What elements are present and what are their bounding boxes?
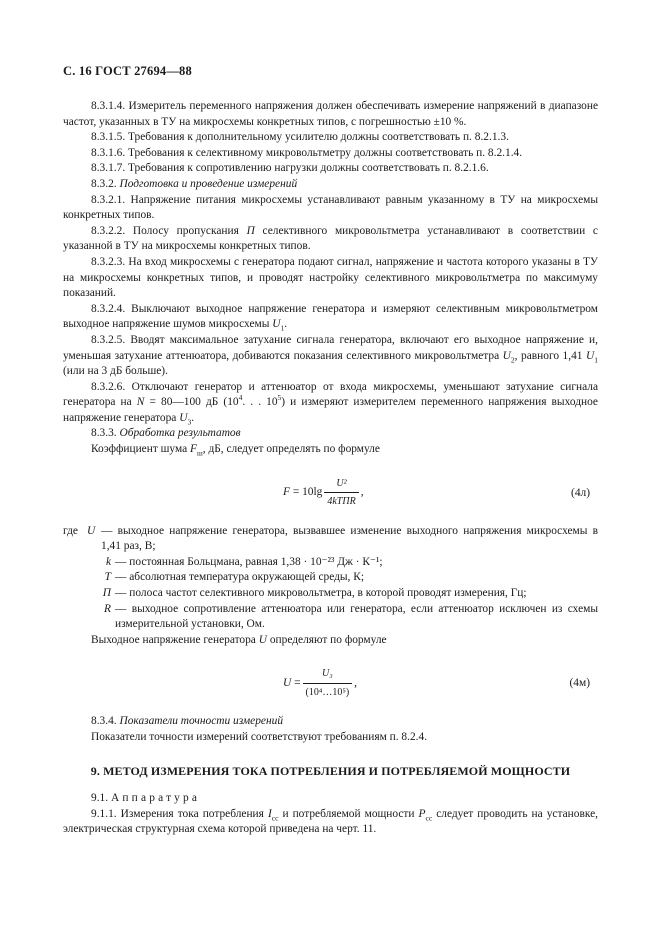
text-run: ) и измеряют измерителем переменного напряжения выходное напряжение генератора <box>63 396 598 424</box>
fraction <box>324 476 358 510</box>
para-8-3-4-heading <box>63 714 598 730</box>
def-symbol: R <box>104 602 111 615</box>
symbol: F <box>190 443 197 456</box>
superscript: 5 <box>277 393 282 403</box>
fraction-denominator: 4kTПR <box>324 492 358 510</box>
text-run: 8.3.2.2. Полосу пропускания <box>91 224 239 237</box>
text-run: 8.3.2.4. Выключают выходное напряжение генератора и измеряют селективным микровольтметром выходное напряжение шумов микросхемы <box>63 302 598 331</box>
para-8-3-1-5: 8.3.1.5. Требования к дополнительному усилителю должны соответствовать п. 8.2.1.3. <box>91 131 509 144</box>
formula-lhs: F <box>283 485 290 498</box>
text-run: = 80—100 дБ (10 <box>149 396 239 409</box>
symbol: I <box>267 807 272 820</box>
formula-body <box>283 666 357 700</box>
symbol: N <box>136 396 145 409</box>
subscript: 3 <box>187 417 192 427</box>
fraction-denominator: (10⁴…10⁵) <box>303 683 353 701</box>
fraction <box>303 666 353 700</box>
text-run: и потребляемой мощности <box>282 807 415 820</box>
definition-item <box>63 602 598 633</box>
text-run: , дБ, следует определять по формуле <box>202 443 380 456</box>
def-symbol: k <box>105 555 111 568</box>
para-8-3-2-heading <box>63 177 598 193</box>
def-symbol: П <box>102 587 111 600</box>
formula-4m <box>63 662 598 702</box>
equation-number: (4м) <box>569 677 590 690</box>
symbol: P <box>418 807 426 820</box>
para-8-3-2-5 <box>63 333 598 380</box>
heading-number: 8.3.3. <box>91 427 117 440</box>
subscript: cc <box>271 813 279 823</box>
symbol: П <box>246 224 255 237</box>
para-8-3-1-7: 8.3.1.7. Требования к сопротивлению нагрузки должны соответствовать п. 8.2.1.6. <box>91 162 489 175</box>
para-accuracy: Показатели точности измерений соответствуют требованиям п. 8.2.4. <box>91 731 428 743</box>
superscript: 4 <box>238 393 243 403</box>
text-run: 9.1.1. Измерения тока потребления <box>91 807 264 820</box>
para-8-3-3-heading <box>63 426 598 442</box>
text-run: следует проводить на установке, электрическая структурная схема которой приведена на черт. 11. <box>63 807 598 836</box>
def-text: — выходное напряжение генератора, вызвавшее изменение выходного напряжения микросхемы в 1,41 раз, В; <box>101 524 598 553</box>
heading-title: Подготовка и проведение измерений <box>119 177 298 190</box>
definition-item <box>63 555 598 571</box>
formula-tail: , <box>360 485 364 498</box>
para-8-3-2-2 <box>63 224 598 255</box>
formula-eq: = 10lg <box>292 485 323 498</box>
symbol: U <box>502 349 511 362</box>
text-run: селективного микровольтметра устанавливают в соответствии с указанной в ТУ на микросхемы конкретных типов. <box>63 224 598 253</box>
heading-title: Показатели точности измерений <box>119 715 284 728</box>
def-symbol: T <box>104 571 111 584</box>
formula-eq: = <box>294 676 301 689</box>
text-run: . . . 10 <box>242 396 278 409</box>
definition-item <box>63 586 598 602</box>
page-header: С. 16 ГОСТ 27694—88 <box>63 64 192 78</box>
para-8-3-1-6: 8.3.1.6. Требования к селективному микровольтметру должны соответствовать п. 8.2.1.4. <box>91 146 523 159</box>
definition-item <box>63 570 598 586</box>
page-content <box>63 99 598 838</box>
definitions-list <box>63 524 598 633</box>
para-8-3-1-4: 8.3.1.4. Измеритель переменного напряжения должен обеспечивать измерение напряжений в диапазоне частот, указанных в ТУ на микросхемы конкретных типов, с погрешностью ±10 %. <box>63 100 598 128</box>
subscript: cc <box>425 813 433 823</box>
where-label: где <box>63 524 78 537</box>
heading-number: 9.1. <box>91 792 109 805</box>
heading-title: Обработка результатов <box>119 427 241 440</box>
def-text: — выходное сопротивление аттенюатора или генератора, если аттенюатор исключен из схемы измерительной установки, Ом. <box>115 602 598 631</box>
para-8-3-2-1: 8.3.2.1. Напряжение питания микросхемы устанавливают равным указанному в ТУ на микросхемы конкретных типов. <box>63 193 598 222</box>
para-9-1-heading <box>63 791 598 807</box>
heading-number: 8.3.4. <box>91 715 117 728</box>
text-run: , равного 1,41 <box>514 349 583 362</box>
def-text: — полоса частот селективного микровольтметра, в которой проводят измерения, Гц; <box>115 587 527 600</box>
para-8-3-2-4: 8.3.2.4. Выключают выходное напряжение генератора и измеряют селективным микровольтметром выходное напряжение шумов микросхемы $U_1$. <box>63 302 598 333</box>
para-8-3-2-3: 8.3.2.3. На вход микросхемы с генератора подают сигнал, напряжение и частота которого указаны в ТУ на микросхемы конкретных типов, и проводят настройку селективного микровольтметра по максимуму показаний. <box>63 255 598 300</box>
def-symbol: U <box>87 524 96 537</box>
para-9-1-1 <box>63 807 598 838</box>
formula-lhs: U <box>283 676 292 689</box>
symbol: U <box>179 411 188 424</box>
text-run: (или на 3 дБ больше). <box>63 365 168 378</box>
symbol: U <box>586 349 595 362</box>
def-text: — постоянная Больцмана, равная 1,38 · 10⁻²³ Дж · К⁻¹; <box>115 555 383 568</box>
fraction-numerator: U² <box>336 477 347 489</box>
heading-number: 8.3.2. <box>91 177 117 190</box>
para-noise-factor <box>63 442 598 458</box>
section-9-title: 9. МЕТОД ИЗМЕРЕНИЯ ТОКА ПОТРЕБЛЕНИЯ И ПОТРЕБЛЯЕМОЙ МОЩНОСТИ <box>90 763 571 778</box>
subscript: 1 <box>594 354 598 364</box>
symbol: U <box>258 633 267 646</box>
def-text: — абсолютная температура окружающей среды, К; <box>115 571 365 584</box>
formula-body <box>283 476 364 510</box>
subscript: 2 <box>510 354 515 364</box>
formula-4l <box>63 472 598 512</box>
heading-title: Аппаратура <box>110 792 201 805</box>
fraction-numerator: U₃ <box>322 668 333 680</box>
equation-number: (4л) <box>571 486 590 499</box>
text-run: Выходное напряжение генератора <box>91 633 256 646</box>
para-8-3-2-6: 8.3.2.6. Отключают генератор и аттенюатор от входа микросхемы, уменьшают затухание сигнала генератора на N = 80—100 дБ ($10^4$. . . $10^5$) и измеряют измерителем переменного напряжения выходное напряжение генератора $U_3$. <box>63 380 598 427</box>
definition-item <box>63 524 598 555</box>
para-output-voltage <box>63 633 598 649</box>
formula-tail: , <box>354 676 358 689</box>
symbol: U <box>272 318 281 331</box>
text-run: 8.3.2.6. Отключают генератор и аттенюатор от входа микросхемы, уменьшают затухание сигнала генератора на <box>63 380 598 409</box>
subscript: 1 <box>280 323 285 333</box>
subscript: ш <box>196 448 203 458</box>
text-run: 8.3.2.5. Вводят максимальное затухание сигнала генератора, включают его выходное напряжение и, уменьшая затухание аттенюатора, добиваются показания селективного микровольтметра <box>63 333 598 362</box>
text-run: определяют по формуле <box>269 633 387 646</box>
text-run: Коэффициент шума <box>91 443 188 456</box>
